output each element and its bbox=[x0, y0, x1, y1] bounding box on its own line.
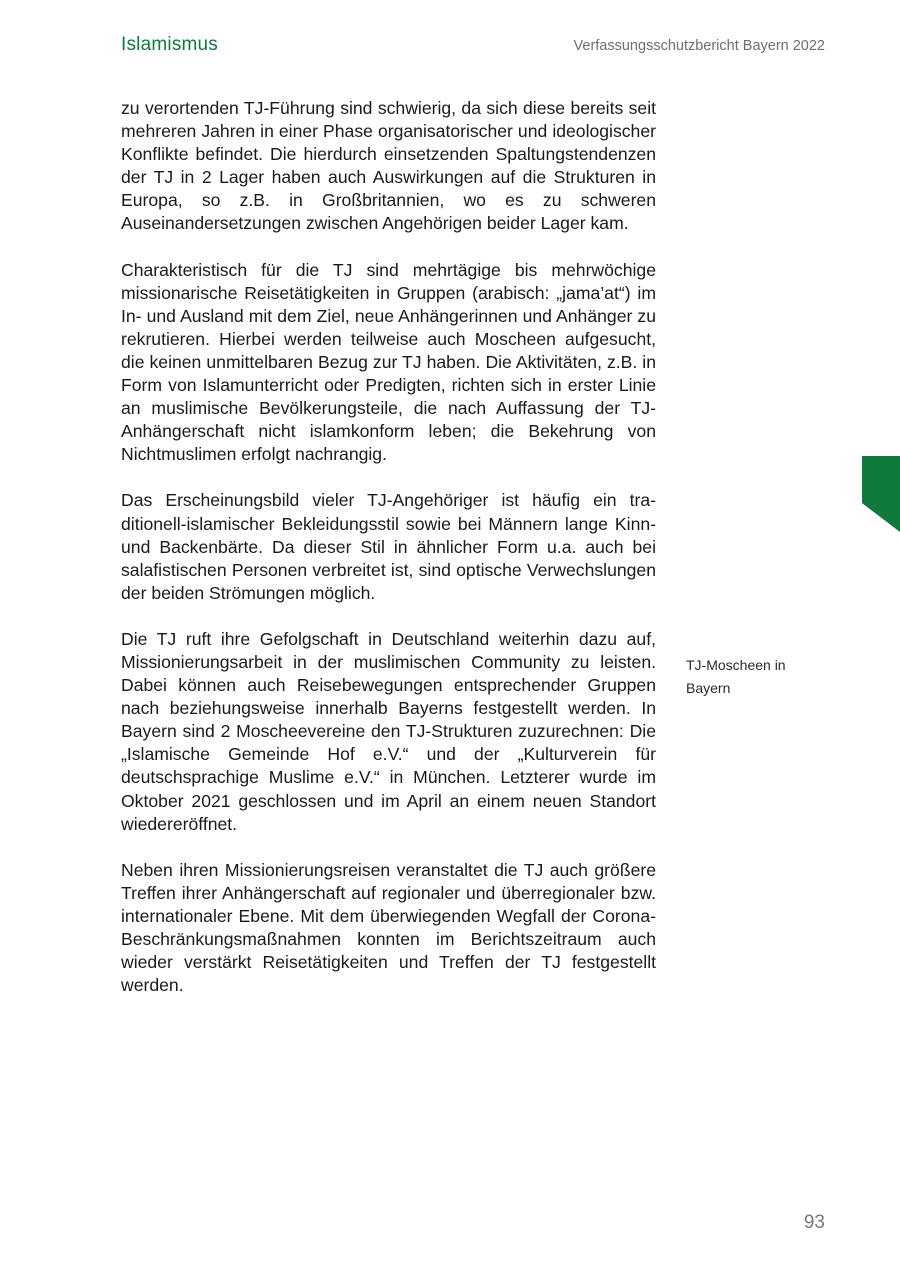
paragraph-2: Charakteristisch für die TJ sind mehrtägige bis mehrwöchige missionarische Reisetätigkeiten in Gruppen (arabisch: „jama’at“) im In- und Ausland mit dem Ziel, neue Anhängerinnen und Anhänger zu rekrutieren. Hierbei werden teilweise auch Moscheen aufgesucht, die keinen unmittelbaren Bezug zur TJ haben. Die Aktivitäten, z.B. in Form von Islamunterricht oder Predigten, richten sich in erster Linie an muslimische Bevölkerungsteile, die nach Auffassung der TJ-Anhängerschaft nicht islamkonform leben; die Bekehrung von Nichtmuslimen erfolgt nachrangig. bbox=[121, 259, 656, 465]
margin-note bbox=[686, 654, 816, 700]
main-text bbox=[121, 97, 656, 1020]
paragraph-1: zu verortenden TJ-Führung sind schwierig, da sich diese bereits seit mehreren Jahren in einer Phase organisatorischer und ideologischer Konflikte befindet. Die hierdurch einsetzenden Spaltungstendenzen der TJ in 2 Lager haben auch Auswirkungen auf die Strukturen in Europa, so z.B. in Großbritannien, wo es zu schweren Auseinandersetzungen zwischen Angehörigen beider Lager kam. bbox=[121, 98, 656, 234]
margin-note-line-1: TJ-Moscheen in bbox=[686, 657, 786, 673]
paragraph-4: Die TJ ruft ihre Gefolgschaft in Deutschland weiterhin dazu auf, Missionierungsarbeit in der muslimischen Community zu leisten. Dabei können auch Reisebewegungen entsprechender Gruppen nach beziehungsweise innerhalb Bayerns festgestellt werden. In Bayern sind 2 Moscheevereine den TJ-Strukturen zuzurechnen: Die „Islamische Gemeinde Hof e.V.“ und der „Kulturverein für deutschsprachige Muslime e.V.“ in München. Letzterer wurde im Oktober 2021 geschlossen und im April an einem neuen Standort wiedereröffnet. bbox=[121, 628, 656, 834]
page-number: 93 bbox=[803, 1212, 825, 1233]
paragraph-5: Neben ihren Missionierungsreisen veranstaltet die TJ auch größere Treffen ihrer Anhängerschaft auf regionaler und überregionaler bzw. internationaler Ebene. Mit dem überwiegenden Wegfall der Corona-Beschränkungsmaßnahmen konnten im Berichtszeitraum auch wieder verstärkt Reisetätigkeiten und Treffen der TJ festgestellt werden. bbox=[121, 859, 656, 996]
paragraph-3: Das Erscheinungsbild vieler TJ-Angehöriger ist häufig ein traditionell-islamischer Bekleidungsstil sowie bei Männern lange Kinn- und Backenbärte. Da dieser Stil in ähnlicher Form u.a. auch bei salafistischen Personen verbreitet ist, sind optische Verwechslungen der beiden Strömungen möglich. bbox=[121, 490, 656, 603]
chapter-tab-marker bbox=[862, 456, 900, 532]
section-title: Islamismus bbox=[121, 34, 219, 55]
margin-note-line-2: Bayern bbox=[686, 680, 731, 696]
report-title: Verfassungsschutzbericht Bayern 2022 bbox=[573, 38, 825, 54]
